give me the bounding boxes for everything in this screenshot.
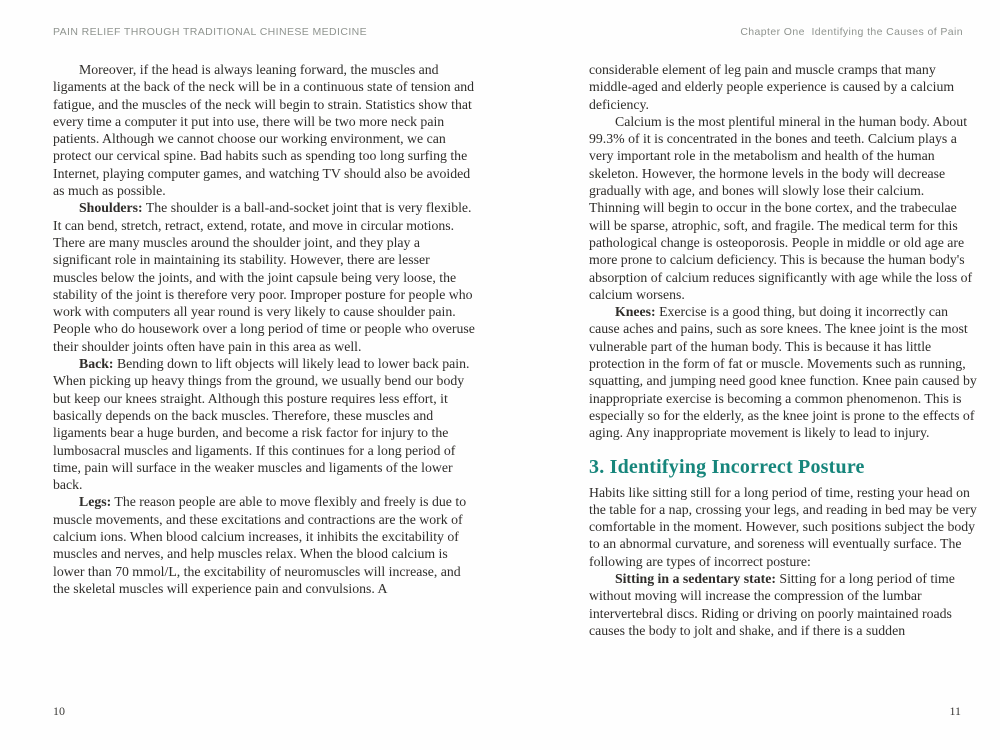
left-page-number: 10 bbox=[53, 704, 65, 718]
paragraph-legs bbox=[53, 493, 477, 597]
paragraph-text: Calcium is the most plentiful mineral in the human body. About 99.3% of it is concentrated in the bones and teeth. Calcium plays a very important role in the metabolism and health of the human skeleton. However, the hormone levels in the body will decrease gradually with age, and bones will slowly lose their calcium. Thinning will begin to occur in the bone cortex, and the trabeculae will be sparse, atrophic, soft, and fragile. The medical term for this pathological change is osteoporosis. People in middle or old age are more prone to calcium deficiency. This is because the human body's absorption of calcium reduces significantly with age while the loss of calcium worsens. bbox=[589, 113, 973, 302]
paragraph-calcium bbox=[589, 113, 977, 303]
right-text-column bbox=[589, 61, 977, 639]
paragraph-shoulders bbox=[53, 199, 477, 355]
paragraph-text: Exercise is a good thing, but doing it incorrectly can cause aches and pains, such as sore knees. The knee joint is the most vulnerable part of the human body. This is because it has little protection in the form of fat or muscle. Movements such as running, squatting, and jumping need good knee function. Knee pain caused by inappropriate exercise is becoming a common phenomenon. This is especially so for the elderly, as the knee joint is prone to the effects of aging. Any inappropriate movement is likely to lead to injury. bbox=[589, 304, 977, 441]
paragraph-lead: Sitting in a sedentary state: bbox=[615, 571, 776, 587]
section-heading-identifying-incorrect-posture: 3. Identifying Incorrect Posture bbox=[589, 455, 865, 478]
paragraph-back bbox=[53, 355, 477, 493]
paragraph-text: The reason people are able to move flexibly and freely is due to muscle movements, and these excitations and contractions are the work of calcium ions. When blood calcium increases, it inhibits the excitability of muscles and nerves, and help muscles relax. When the blood calcium is lower than 70 mmol/L, the excitability of neuromuscles will increase, and the skeletal muscles will experience pain and convulsions. A bbox=[53, 494, 467, 596]
paragraph-text: Habits like sitting still for a long period of time, resting your head on the table for a nap, crossing your legs, and reading in bed may be very comfortable in the moment. However, such positions subject the body to an abnormal curvature, and soreness will eventually surface. The following are types of incorrect posture: bbox=[589, 484, 977, 569]
paragraph-moreover bbox=[53, 61, 477, 199]
left-running-header: PAIN RELIEF THROUGH TRADITIONAL CHINESE MEDICINE bbox=[53, 26, 368, 38]
paragraph-continuation bbox=[589, 61, 977, 113]
paragraph-lead: Back: bbox=[79, 356, 114, 372]
paragraph-lead: Knees: bbox=[615, 304, 656, 320]
paragraph-sedentary bbox=[589, 570, 977, 639]
left-text-column bbox=[53, 61, 477, 597]
paragraph-text: Sitting for a long period of time without moving will increase the compression of the lumbar intervertebral discs. Riding or driving on poorly maintained roads causes the body to jolt and shake, and if there is a sudden bbox=[589, 571, 955, 638]
paragraph-lead: Legs: bbox=[79, 494, 112, 510]
right-page-number: 11 bbox=[949, 704, 961, 718]
paragraph-text: considerable element of leg pain and muscle cramps that many middle-aged and elderly people experience is caused by a calcium deficiency. bbox=[589, 62, 955, 112]
right-running-header: Chapter One Identifying the Causes of Pain bbox=[740, 26, 963, 38]
paragraph-text: The shoulder is a ball-and-socket joint that is very flexible. It can bend, stretch, retract, extend, rotate, and move in circular motions. There are many muscles around the shoulder joint, and they play a significant role in maintaining its stability. However, there are lesser muscles below the joints, and with the joint capsule being very loose, the stability of the joint is therefore very poor. Improper posture for people who work with computers all year round is very likely to cause shoulder pain. People who do housework over a long period of time or people who overuse their shoulder joints often have pain in this area as well. bbox=[53, 200, 475, 354]
paragraph-knees bbox=[589, 303, 977, 441]
paragraph-habits bbox=[589, 484, 977, 570]
paragraph-text: Moreover, if the head is always leaning forward, the muscles and ligaments at the back of the neck will be in a continuous state of tension and fatigue, and the muscles of the neck will begin to strain. Statistics show that every time a computer it put into use, there will be two more neck pain patients. Although we cannot choose our working environment, we can protect our cervical spine. Bad habits such as spending too long surfing the Internet, playing computer games, and watching TV should also be avoided as much as possible. bbox=[53, 62, 475, 199]
paragraph-lead: Shoulders: bbox=[79, 200, 143, 216]
paragraph-text: Bending down to lift objects will likely lead to lower back pain. When picking up heavy things from the ground, we usually bend our body but keep our knees straight. Although this posture requires less effort, it basically depends on the back muscles. Therefore, these muscles and ligaments bear a huge burden, and become a risk factor for injury to the lumbosacral muscles and ligaments. If this continues for a long period of time, pain will surface in the weaker muscles and ligaments of the lower back. bbox=[53, 356, 470, 493]
